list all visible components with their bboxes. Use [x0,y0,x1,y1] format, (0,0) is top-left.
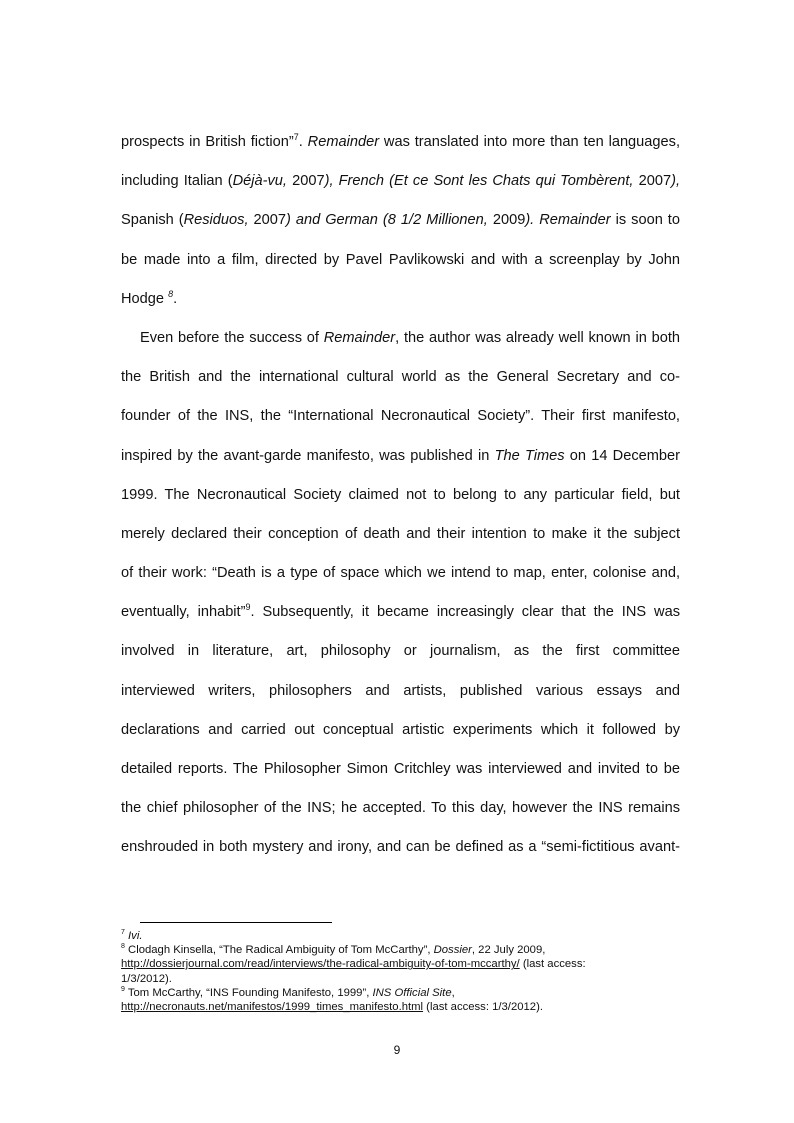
page-number: 9 [393,1043,401,1057]
text-line: inspired by the avant-garde manifesto, was published in The Times on 14 December [121,447,680,464]
text-line: prospects in British fiction”$^7$. Remainder was translated into more than ten languages, [121,132,680,150]
footnote-8-cont: http://dossierjournal.com/read/interviews/the-radical-ambiguity-of-tom-mccarthy/ (last access: [121,958,586,971]
text-line: 1999. The Necronautical Society claimed not to belong to any particular field, but [121,486,680,503]
footnotes [121,929,680,1014]
footnote-ref[interactable]: 7 [293,132,299,143]
text-line: founder of the INS, the “International Necronautical Society”. Their first manifesto, [121,408,680,425]
footnote-9: $^9$ Tom McCarthy, “INS Founding Manifesto, 1999”, INS Official Site, [121,986,455,999]
text-line: Spanish (Residuos, 2007) and German (8 1/2 Millionen, 2009). Remainder is soon to [121,212,680,229]
footnote-8: $^8$ Clodagh Kinsella, “The Radical Ambiguity of Tom McCarthy”, Dossier, 22 July 2009, [121,943,546,957]
text-line: interviewed writers, philosophers and artists, published various essays and [121,682,680,699]
footnote-ref[interactable]: 9 [245,602,251,613]
text-line: including Italian (Déjà-vu, 2007), French (Et ce Sont les Chats qui Tombèrent, 2007), [121,173,680,190]
text-line: merely declared their conception of death and their intention to make it the subject [121,525,680,542]
text-line: Even before the success of Remainder, the author was already well known in both [140,329,680,346]
text-line: detailed reports. The Philosopher Simon Critchley was interviewed and invited to be [121,761,680,777]
footnote-link[interactable]: http://necronauts.net/manifestos/1999_times_manifesto.html [121,1001,424,1014]
footnote-8-cont: 1/3/2012). [121,972,172,985]
footnote-separator [140,922,332,923]
text-line: Hodge $^8$. [121,288,178,307]
footnote-7: $^7$ Ivi. [121,929,143,942]
text-line: of their work: “Death is a type of space which we intend to map, enter, colonise and, [121,565,680,582]
text-line: enshrouded in both mystery and irony, and can be defined as a “semi-fictitious avant- [121,839,680,856]
text-line: be made into a film, directed by Pavel Pavlikowski and with a screenplay by John [121,251,680,268]
footnote-9-cont: http://necronauts.net/manifestos/1999_times_manifesto.html (last access: 1/3/2012). [121,1001,543,1014]
body-text [121,123,680,868]
text-line: involved in literature, art, philosophy or journalism, as the first committee [121,643,680,660]
footnote-link[interactable]: http://dossierjournal.com/read/interviews/the-radical-ambiguity-of-tom-mccarthy/ [121,958,520,971]
text-line: eventually, inhabit”$^9$. Subsequently, it became increasingly clear that the INS was [121,602,680,621]
text-line: declarations and carried out conceptual artistic experiments which it followed by [121,721,680,738]
footnote-ref[interactable]: 8 [168,288,174,299]
text-line: the chief philosopher of the INS; he accepted. To this day, however the INS remains [121,800,680,817]
text-line: the British and the international cultural world as the General Secretary and co- [121,369,680,386]
